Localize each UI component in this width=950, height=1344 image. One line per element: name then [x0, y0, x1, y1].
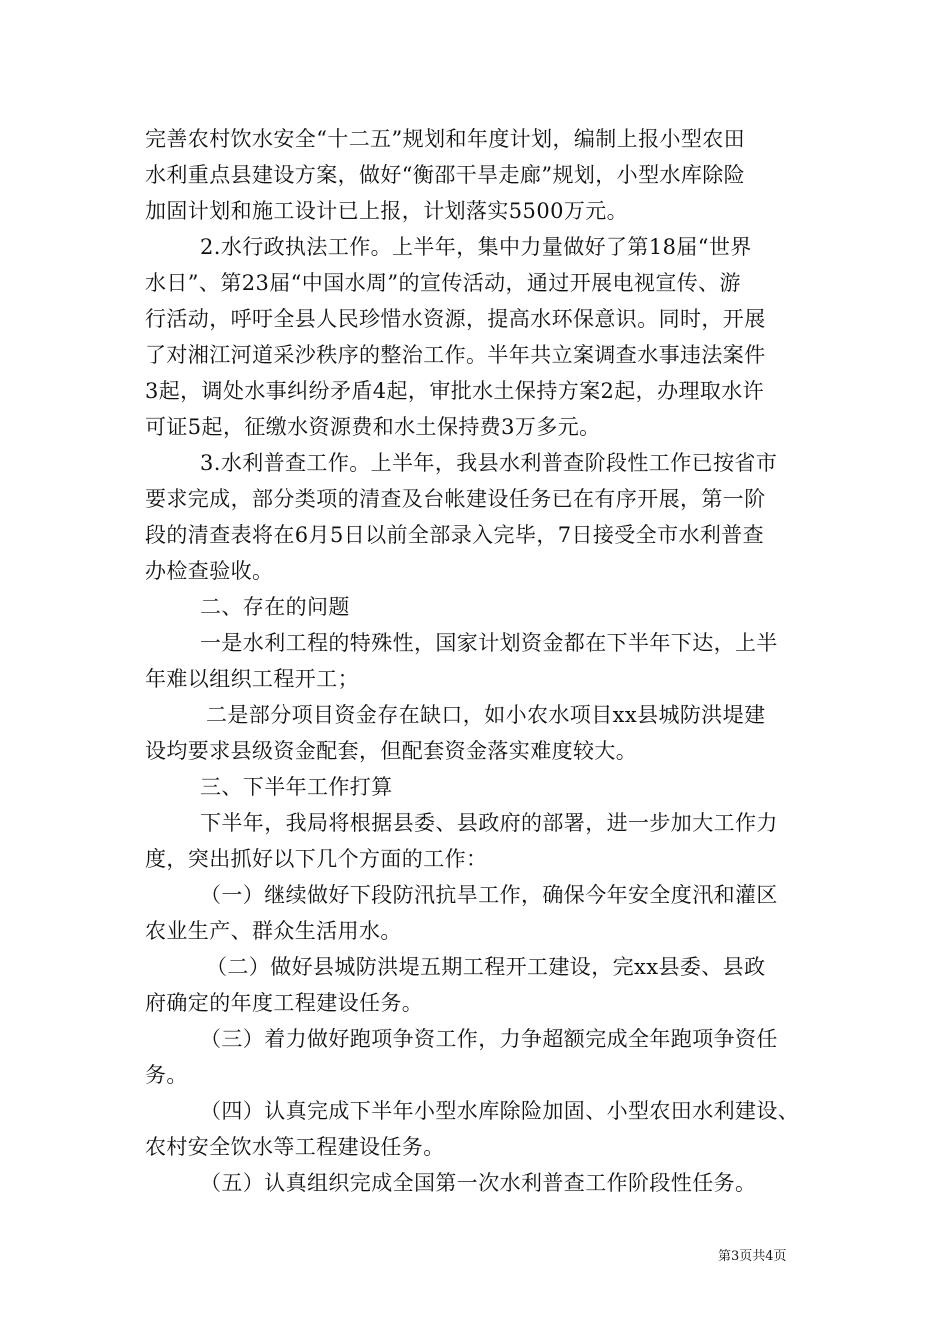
- body-text-line: 水利重点县建设方案，做好“衡邵干旱走廊”规划，小型水库除险: [145, 163, 746, 187]
- list-item-line: 府确定的年度工程建设任务。: [145, 991, 424, 1015]
- body-text-line: 设均要求县级资金配套，但配套资金落实难度较大。: [145, 739, 638, 763]
- list-item-line: （一）继续做好下段防汛抗旱工作，确保今年安全度汛和灌区: [200, 883, 778, 907]
- body-text-line: 要求完成，部分类项的清查及台帐建设任务已在有序开展，第一阶: [145, 487, 766, 511]
- list-item-line: 农业生产、群众生活用水。: [145, 919, 402, 943]
- body-text-line: 了对湘江河道采沙秩序的整治工作。半年共立案调查水事违法案件: [145, 343, 766, 367]
- list-item-line: 务。: [145, 1063, 188, 1087]
- section-heading: 三、下半年工作打算: [200, 775, 393, 799]
- list-item-line: （三）着力做好跑项争资工作，力争超额完成全年跑项争资任: [200, 1027, 778, 1051]
- body-text-line: 可证5起，征缴水资源费和水土保持费3万多元。: [145, 415, 601, 439]
- body-text-line: 3.水利普查工作。上半年，我县水利普查阶段性工作已按省市: [200, 451, 778, 475]
- page-number-footer: 第3页共4页: [718, 1249, 787, 1264]
- body-text-line: 段的清查表将在6月5日以前全部录入完毕，7日接受全市水利普查: [145, 523, 765, 547]
- section-heading: 二、存在的问题: [200, 595, 350, 619]
- body-text-line: 3起，调处水事纠纷矛盾4起，审批水土保持方案2起，办理取水许: [145, 379, 765, 403]
- body-text-line: 2.水行政执法工作。上半年，集中力量做好了第18届“世界: [200, 235, 752, 259]
- body-text-line: 度，突出抓好以下几个方面的工作：: [145, 847, 488, 871]
- body-text-line: 办检查验收。: [145, 559, 274, 583]
- body-text-line: 水日”、第23届“中国水周”的宣传活动，通过开展电视宣传、游: [145, 271, 741, 295]
- body-text-line: 下半年，我局将根据县委、县政府的部署，进一步加大工作力: [200, 811, 778, 835]
- list-item-line: 农村安全饮水等工程建设任务。: [145, 1135, 445, 1159]
- list-item-line: （五）认真组织完成全国第一次水利普查工作阶段性任务。: [200, 1171, 757, 1195]
- body-text-line: 行活动，呼吁全县人民珍惜水资源，提高水环保意识。同时，开展: [145, 307, 766, 331]
- list-item-line: （四）认真完成下半年小型水库除险加固、小型农田水利建设、: [200, 1099, 800, 1123]
- list-item-line: （二）做好县城防洪堤五期工程开工建设，完xx县委、县政: [206, 955, 766, 979]
- body-text-line: 二是部分项目资金存在缺口，如小农水项目xx县城防洪堤建: [206, 703, 766, 727]
- body-text-line: 年难以组织工程开工；: [145, 667, 359, 691]
- body-text-line: 一是水利工程的特殊性，国家计划资金都在下半年下达，上半: [200, 631, 778, 655]
- body-text-line: 加固计划和施工设计已上报，计划落实5500万元。: [145, 199, 629, 223]
- body-text-line: 完善农村饮水安全“十二五”规划和年度计划，编制上报小型农田: [145, 127, 746, 151]
